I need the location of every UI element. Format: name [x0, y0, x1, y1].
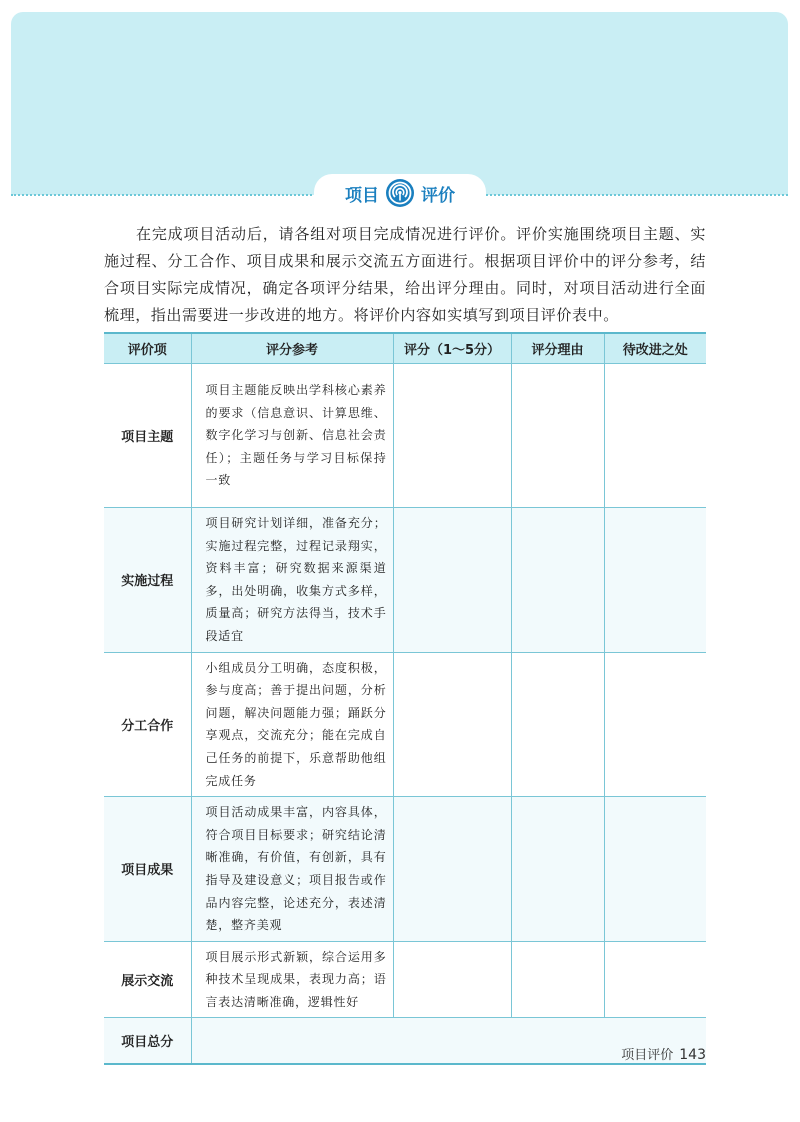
header-item: 评价项: [104, 333, 191, 364]
row-item-label: 项目主题: [104, 364, 191, 508]
section-title-right: 评价: [421, 185, 455, 206]
header-band: [11, 12, 788, 195]
reason-cell[interactable]: [511, 941, 604, 1018]
section-title: [314, 174, 486, 212]
table-row: [104, 797, 706, 942]
table-row: [104, 941, 706, 1018]
row-item-label: 项目成果: [104, 797, 191, 942]
page-number: 143: [679, 1047, 706, 1063]
header-reference: 评分参考: [191, 333, 393, 364]
evaluation-table: [104, 332, 706, 1065]
row-item-label: 展示交流: [104, 941, 191, 1018]
reason-cell[interactable]: [511, 797, 604, 942]
improvement-cell[interactable]: [604, 797, 706, 942]
improvement-cell[interactable]: [604, 508, 706, 653]
improvement-cell[interactable]: [604, 652, 706, 797]
row-reference: 项目展示形式新颖，综合运用多种技术呈现成果，表现力高；语言表达清晰准确，逻辑性好: [191, 941, 393, 1018]
total-label: 项目总分: [104, 1018, 191, 1064]
table-row: [104, 652, 706, 797]
table-row: [104, 508, 706, 653]
header-score: 评分（1～5分）: [393, 333, 511, 364]
row-reference: 项目主题能反映出学科核心素养的要求（信息意识、计算思维、数字化学习与创新、信息社会责任）；主题任务与学习目标保持一致: [191, 364, 393, 508]
score-cell[interactable]: [393, 508, 511, 653]
score-cell[interactable]: [393, 652, 511, 797]
reason-cell[interactable]: [511, 652, 604, 797]
table-header-row: [104, 333, 706, 364]
table-row: [104, 364, 706, 508]
broadcast-icon: [385, 178, 415, 208]
row-reference: 项目活动成果丰富，内容具体，符合项目目标要求；研究结论清晰准确，有价值，有创新，具有指导及建设意义；项目报告或作品内容完整，论述充分，表述清楚，整齐美观: [191, 797, 393, 942]
score-cell[interactable]: [393, 941, 511, 1018]
score-cell[interactable]: [393, 797, 511, 942]
score-cell[interactable]: [393, 364, 511, 508]
improvement-cell[interactable]: [604, 941, 706, 1018]
intro-paragraph: 在完成项目活动后，请各组对项目完成情况进行评价。评价实施围绕项目主题、实施过程、分工合作、项目成果和展示交流五方面进行。根据项目评价中的评分参考，结合项目实际完成情况，确定各项评分结果，给出评分理由。同时，对项目活动进行全面梳理，指出需要进一步改进的地方。将评价内容如实填写到项目评价表中。: [104, 225, 706, 324]
section-title-left: 项目: [345, 185, 379, 206]
header-reason: 评分理由: [511, 333, 604, 364]
row-item-label: 分工合作: [104, 652, 191, 797]
improvement-cell[interactable]: [604, 364, 706, 508]
reason-cell[interactable]: [511, 508, 604, 653]
row-item-label: 实施过程: [104, 508, 191, 653]
row-reference: 项目研究计划详细，准备充分；实施过程完整，过程记录翔实，资料丰富；研究数据来源渠道多，出处明确，收集方式多样，质量高；研究方法得当，技术手段适宜: [191, 508, 393, 653]
total-row: [104, 1018, 706, 1064]
footer-label: 项目评价: [621, 1048, 674, 1063]
reason-cell[interactable]: [511, 364, 604, 508]
page-footer: [621, 1044, 706, 1063]
row-reference: 小组成员分工明确，态度积极，参与度高；善于提出问题，分析问题，解决问题能力强；踊跃分享观点，交流充分；能在完成自己任务的前提下，乐意帮助他组完成任务: [191, 652, 393, 797]
header-improvement: 待改进之处: [604, 333, 706, 364]
